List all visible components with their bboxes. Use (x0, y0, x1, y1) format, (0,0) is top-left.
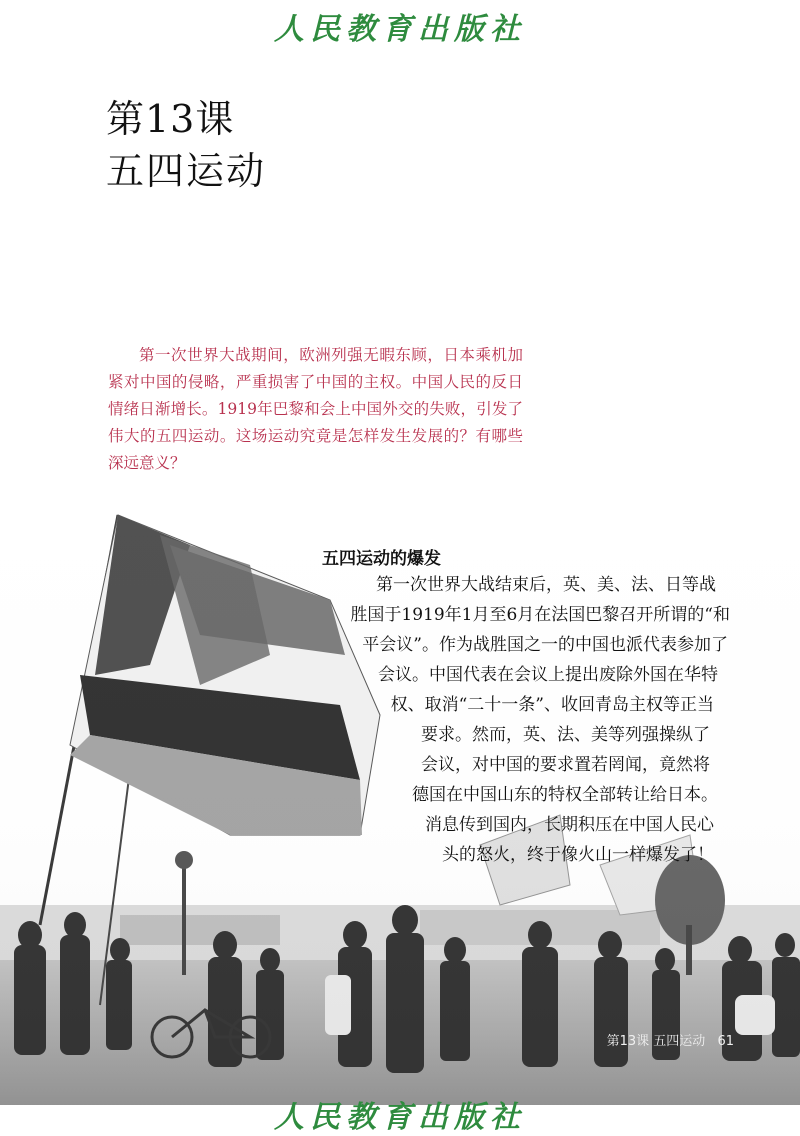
body-line: 权、取消“二十一条”、收回青岛主权等正当 (390, 695, 714, 715)
publisher-watermark-bottom: 人民教育出版社 (274, 1100, 526, 1135)
body-line: 消息传到国内，长期积压在中国人民心 (425, 815, 714, 835)
intro-paragraph: 第一次世界大战期间，欧洲列强无暇东顾，日本乘机加紧对中国的侵略，严重损害了中国的主权。中国人民的反日情绪日渐增长。1919年巴黎和会上中国外交的失败，引发了伟大的五四运动。这场运动究竟是怎样发生发展的？有哪些深远意义？ (108, 346, 523, 472)
body-line: 胜国于1919年1月至6月在法国巴黎召开所谓的“和 (350, 605, 730, 625)
page-number: 61 (717, 1034, 734, 1049)
body-line: 会议，对中国的要求置若罔闻，竟然将 (421, 755, 710, 775)
body-line: 会议。中国代表在会议上提出废除外国在华特 (378, 665, 718, 685)
body-line: 第一次世界大战结束后，英、美、法、日等战 (376, 575, 716, 595)
lesson-title: 五四运动 (106, 149, 267, 193)
section-body (300, 570, 740, 870)
page-footer (607, 1030, 734, 1049)
lesson-number: 第13课 (106, 97, 235, 141)
publisher-watermark-top: 人民教育出版社 (274, 12, 526, 47)
body-line: 德国在中国山东的特权全部转让给日本。 (412, 785, 718, 805)
footer-text: 第13课 五四运动 (606, 1034, 706, 1049)
body-line: 要求。然而，英、法、美等列强操纵了 (421, 725, 710, 745)
section-heading: 五四运动的爆发 (322, 549, 441, 569)
body-line: 平会议”。作为战胜国之一的中国也派代表参加了 (362, 635, 728, 655)
body-line: 头的怒火，终于像火山一样爆发了！ (442, 845, 714, 865)
